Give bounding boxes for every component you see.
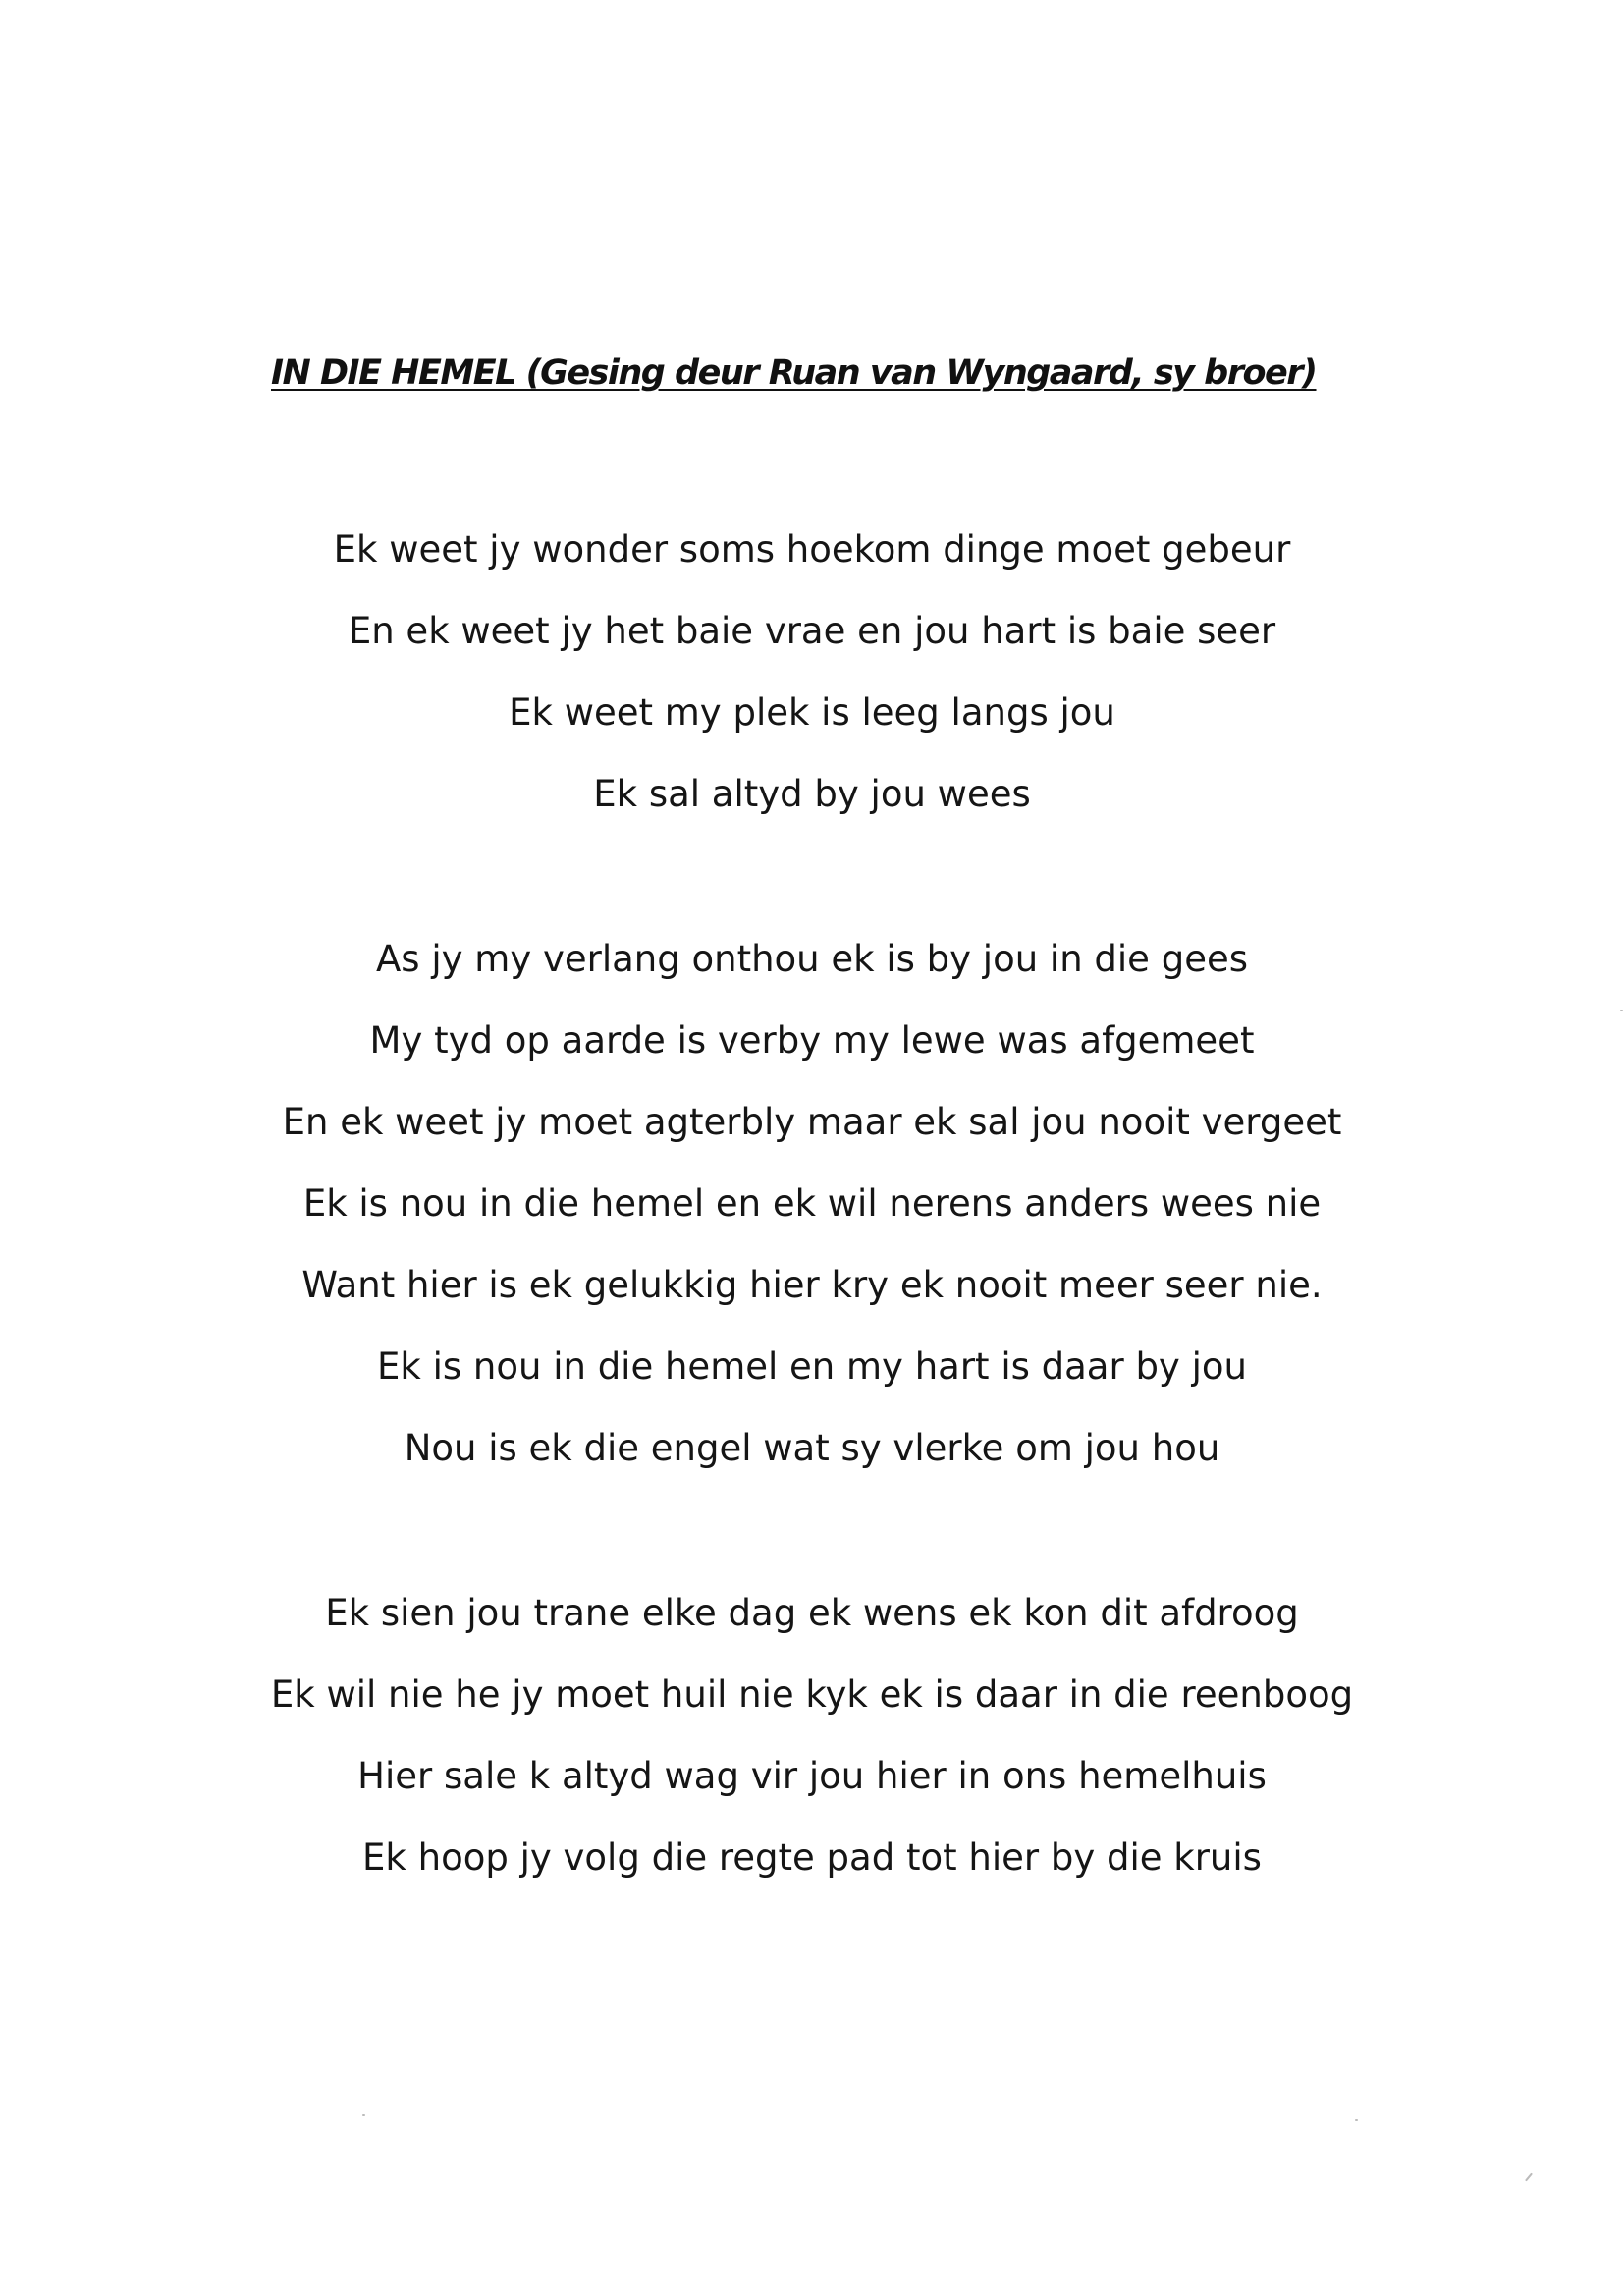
verse-line: Ek weet jy wonder soms hoekom dinge moet gebeur	[333, 528, 1291, 571]
scan-speck	[362, 2114, 365, 2116]
verse-line: Ek hoop jy volg die regte pad tot hier by die kruis	[362, 1836, 1262, 1879]
verse-line: En ek weet jy moet agterbly maar ek sal jou nooit vergeet	[282, 1101, 1342, 1143]
scan-speck	[1620, 1010, 1623, 1011]
verse-line: Hier sale k altyd wag vir jou hier in ons hemelhuis	[357, 1755, 1267, 1797]
scan-speck	[1525, 2173, 1533, 2182]
verse-line: Ek sal altyd by jou wees	[593, 773, 1031, 815]
song-title: IN DIE HEMEL (Gesing deur Ruan van Wyngaard, sy broer)	[271, 354, 1317, 393]
verse-line: Ek is nou in die hemel en my hart is daar by jou	[377, 1345, 1247, 1388]
verse-line: Want hier is ek gelukkig hier kry ek nooit meer seer nie.	[301, 1264, 1323, 1306]
scan-speck	[1355, 2119, 1358, 2121]
verse-line: En ek weet jy het baie vrae en jou hart is baie seer	[348, 610, 1276, 652]
stanza-1	[0, 509, 1624, 835]
verse-line: Ek wil nie he jy moet huil nie kyk ek is daar in die reenboog	[270, 1673, 1354, 1716]
stanza-2	[0, 918, 1624, 1489]
verse-line: Ek weet my plek is leeg langs jou	[509, 691, 1115, 734]
verse-line: My tyd op aarde is verby my lewe was afgemeet	[369, 1019, 1255, 1062]
stanza-3	[0, 1572, 1624, 1898]
verse-line: Ek is nou in die hemel en ek wil nerens anders wees nie	[302, 1182, 1322, 1225]
verse-line: Nou is ek die engel wat sy vlerke om jou hou	[404, 1427, 1220, 1469]
verse-line: Ek sien jou trane elke dag ek wens ek kon dit afdroog	[325, 1592, 1299, 1634]
verse-line: As jy my verlang onthou ek is by jou in die gees	[375, 938, 1249, 980]
